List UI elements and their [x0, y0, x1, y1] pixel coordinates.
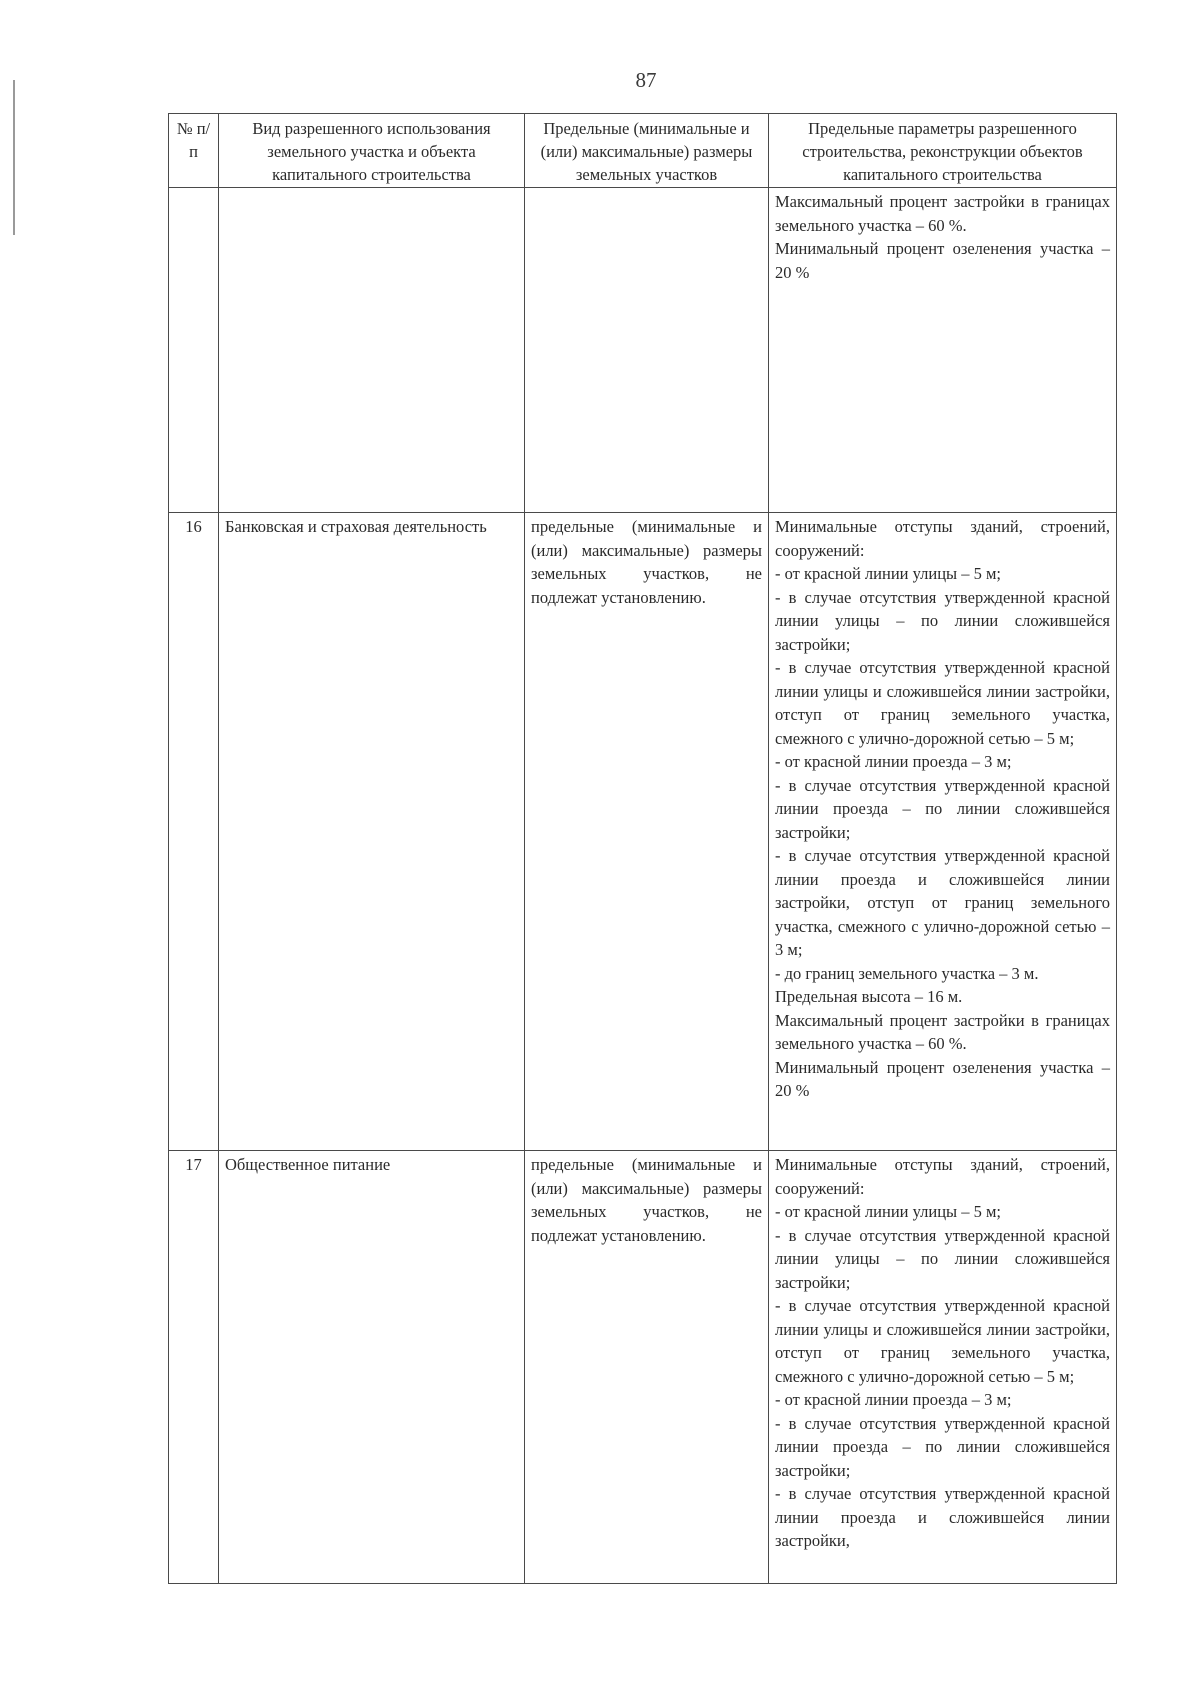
param-line: - в случае отсутствия утвержденной красной линии проезда и сложившейся линии застройки, [775, 1484, 1110, 1550]
cell-number: 17 [169, 1151, 219, 1584]
cell-construction-params [769, 1151, 1117, 1584]
param-line: Максимальный процент застройки в границах земельного участка – 60 %. [775, 192, 1110, 235]
cell-construction-params [769, 188, 1117, 513]
table-row [169, 513, 1117, 1151]
param-line: Максимальный процент застройки в границах земельного участка – 60 %. [775, 1010, 1110, 1053]
cell-construction-params [769, 513, 1117, 1151]
param-line: Минимальный процент озеленения участка – 20 % [775, 239, 1110, 282]
header-construction-params: Предельные параметры разрешенного строительства, реконструкции объектов капитального строительства [769, 114, 1117, 188]
cell-permitted-use [219, 188, 525, 513]
param-line: - в случае отсутствия утвержденной красной линии улицы и сложившейся линии застройки, отступ от границ земельного участка, смежного с улично-дорожной сетью – 5 м; [775, 1296, 1110, 1386]
param-line: Предельная высота – 16 м. [775, 987, 963, 1006]
header-number: № п/п [169, 114, 219, 188]
param-line: - в случае отсутствия утвержденной красной линии улицы – по линии сложившейся застройки; [775, 587, 1110, 654]
table-header-row [169, 114, 1117, 188]
table-row-continuation [169, 188, 1117, 513]
param-line: - в случае отсутствия утвержденной красной линии проезда – по линии сложившейся застройки; [775, 775, 1110, 842]
cell-permitted-use: Общественное питание [219, 1151, 525, 1584]
cell-plot-size [525, 188, 769, 513]
param-line: - в случае отсутствия утвержденной красной линии проезда и сложившейся линии застройки, отступ от границ земельного участка, смежного с улично-дорожной сетью – 3 м; [775, 846, 1110, 959]
cell-plot-size: предельные (минимальные и (или) максимальные) размеры земельных участков, не подлежат установлению. [525, 513, 769, 1151]
header-permitted-use: Вид разрешенного использования земельного участка и объекта капитального строительства [219, 114, 525, 188]
param-line: - в случае отсутствия утвержденной красной линии улицы и сложившейся линии застройки, отступ от границ земельного участка, смежного с улично-дорожной сетью – 5 м; [775, 658, 1110, 748]
cell-plot-size: предельные (минимальные и (или) максимальные) размеры земельных участков, не подлежат установлению. [525, 1151, 769, 1584]
param-line: Минимальные отступы зданий, строений, сооружений: [775, 517, 1110, 560]
param-line: - от красной линии улицы – 5 м; [775, 1202, 1002, 1221]
binder-mark [13, 80, 15, 235]
header-plot-size: Предельные (минимальные и (или) максимальные) размеры земельных участков [525, 114, 769, 188]
param-line: - от красной линии улицы – 5 м; [775, 564, 1002, 583]
param-line: - от красной линии проезда – 3 м; [775, 1390, 1012, 1409]
param-line: - в случае отсутствия утвержденной красной линии проезда – по линии сложившейся застройки; [775, 1413, 1110, 1480]
param-line: - от красной линии проезда – 3 м; [775, 752, 1012, 771]
cell-permitted-use: Банковская и страховая деятельность [219, 513, 525, 1151]
param-line: - до границ земельного участка – 3 м. [775, 963, 1039, 983]
param-line: - в случае отсутствия утвержденной красной линии улицы – по линии сложившейся застройки; [775, 1225, 1110, 1292]
zoning-regulations-table [168, 113, 1117, 1584]
table-row [169, 1151, 1117, 1584]
page-number: 87 [635, 68, 657, 92]
cell-number: 16 [169, 513, 219, 1151]
param-line: Минимальные отступы зданий, строений, сооружений: [775, 1155, 1110, 1198]
cell-number [169, 188, 219, 513]
param-line: Минимальный процент озеленения участка – 20 % [775, 1057, 1110, 1100]
